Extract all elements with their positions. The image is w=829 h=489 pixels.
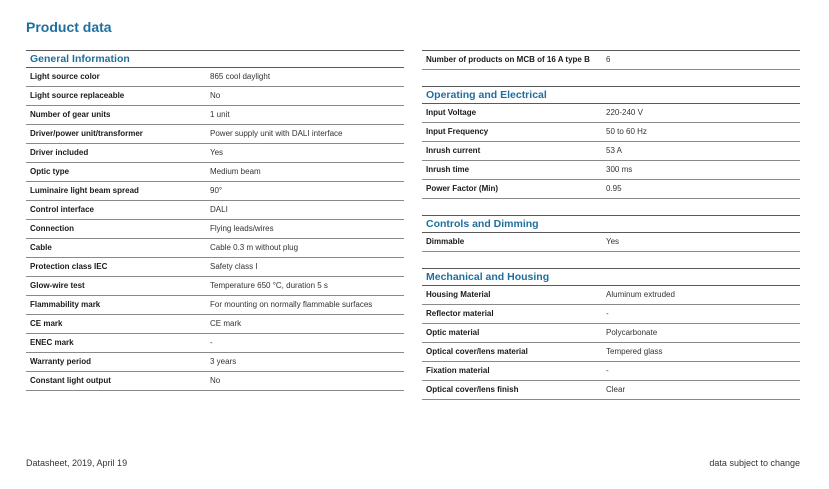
row-value: Aluminum extruded — [606, 290, 675, 299]
general-information-section — [26, 50, 404, 391]
row-value: Temperature 650 °C, duration 5 s — [210, 281, 328, 290]
table-row — [422, 123, 800, 142]
row-value: Medium beam — [210, 167, 261, 176]
table-row — [26, 258, 404, 277]
table-row — [26, 353, 404, 372]
table-row — [26, 201, 404, 220]
row-label: Driver/power unit/transformer — [30, 129, 143, 138]
page-title: Product data — [26, 19, 112, 35]
table-row — [422, 161, 800, 180]
row-value: Yes — [210, 148, 224, 157]
row-label: Control interface — [30, 205, 95, 214]
row-value: 220-240 V — [606, 108, 643, 117]
table-row — [422, 343, 800, 362]
row-label: Cable — [30, 243, 52, 252]
row-value: Cable 0.3 m without plug — [210, 243, 299, 252]
table-row — [422, 104, 800, 123]
row-label: Input Voltage — [426, 108, 477, 117]
row-value: No — [210, 376, 221, 385]
row-value: 865 cool daylight — [210, 72, 271, 81]
row-value: 1 unit — [210, 110, 230, 119]
table-row — [26, 315, 404, 334]
row-label: CE mark — [30, 319, 63, 328]
footer-date: Datasheet, 2019, April 19 — [26, 458, 128, 468]
row-value: Polycarbonate — [606, 328, 658, 337]
row-value: 6 — [606, 55, 611, 64]
row-value: - — [210, 338, 213, 347]
row-label: Light source color — [30, 72, 100, 81]
table-row — [26, 296, 404, 315]
row-value: Clear — [606, 385, 626, 394]
table-row — [26, 277, 404, 296]
row-value: 90° — [210, 186, 223, 195]
table-row — [422, 324, 800, 343]
right-column — [422, 50, 800, 416]
row-value: CE mark — [210, 319, 242, 328]
table-row — [26, 372, 404, 391]
row-label: Connection — [30, 224, 74, 233]
row-value: 0.95 — [606, 184, 622, 193]
row-value: - — [606, 366, 609, 375]
row-value: - — [606, 309, 609, 318]
row-label: Warranty period — [30, 357, 92, 366]
row-label: Number of products on MCB of 16 A type B — [426, 55, 590, 64]
table-row — [26, 163, 404, 182]
table-row — [26, 87, 404, 106]
row-label: Constant light output — [30, 376, 111, 385]
row-label: Flammability mark — [30, 300, 101, 309]
section-title-operating-electrical: Operating and Electrical — [422, 86, 800, 104]
row-value: 3 years — [210, 357, 237, 366]
table-row — [26, 182, 404, 201]
table-row — [422, 180, 800, 199]
table-row — [26, 125, 404, 144]
row-label: Reflector material — [426, 309, 494, 318]
table-row — [26, 239, 404, 258]
row-label: Protection class IEC — [30, 262, 108, 271]
table-row — [26, 106, 404, 125]
row-value: Flying leads/wires — [210, 224, 274, 233]
footer-disclaimer: data subject to change — [709, 458, 800, 468]
table-row — [26, 68, 404, 87]
row-value: 300 ms — [606, 165, 633, 174]
row-label: Optical cover/lens material — [426, 347, 528, 356]
row-label: Glow-wire test — [30, 281, 85, 290]
section-title-mechanical-housing: Mechanical and Housing — [422, 268, 800, 286]
table-row — [422, 362, 800, 381]
row-label: Driver included — [30, 148, 89, 157]
row-value: For mounting on normally flammable surfaces — [210, 300, 373, 309]
row-label: Optic type — [30, 167, 70, 176]
table-row — [422, 286, 800, 305]
controls-dimming-section — [422, 215, 800, 252]
row-label: Input Frequency — [426, 127, 489, 136]
row-value: 50 to 60 Hz — [606, 127, 647, 136]
row-label: ENEC mark — [30, 338, 74, 347]
row-label: Inrush time — [426, 165, 470, 174]
table-row — [422, 233, 800, 252]
row-value: Tempered glass — [606, 347, 663, 356]
section-title-general-information: General Information — [26, 50, 404, 68]
table-row — [26, 144, 404, 163]
row-value: DALI — [210, 205, 228, 214]
row-label: Fixation material — [426, 366, 490, 375]
table-row — [422, 305, 800, 324]
row-label: Inrush current — [426, 146, 481, 155]
row-label: Light source replaceable — [30, 91, 125, 100]
row-label: Luminaire light beam spread — [30, 186, 139, 195]
mechanical-housing-section — [422, 268, 800, 400]
row-label: Optic material — [426, 328, 480, 337]
row-label: Number of gear units — [30, 110, 111, 119]
row-value: Yes — [606, 237, 620, 246]
operating-electrical-section — [422, 86, 800, 199]
row-label: Housing Material — [426, 290, 491, 299]
row-value: Safety class I — [210, 262, 258, 271]
row-value: No — [210, 91, 221, 100]
left-column — [26, 50, 404, 407]
section-title-controls-dimming: Controls and Dimming — [422, 215, 800, 233]
row-label: Optical cover/lens finish — [426, 385, 519, 394]
row-value: Power supply unit with DALI interface — [210, 129, 343, 138]
row-label: Dimmable — [426, 237, 465, 246]
table-row — [26, 220, 404, 239]
row-value: 53 A — [606, 146, 623, 155]
table-row — [422, 142, 800, 161]
row-label: Power Factor (Min) — [426, 184, 499, 193]
table-row — [422, 381, 800, 400]
table-row — [26, 334, 404, 353]
table-row-mcb — [422, 50, 800, 70]
